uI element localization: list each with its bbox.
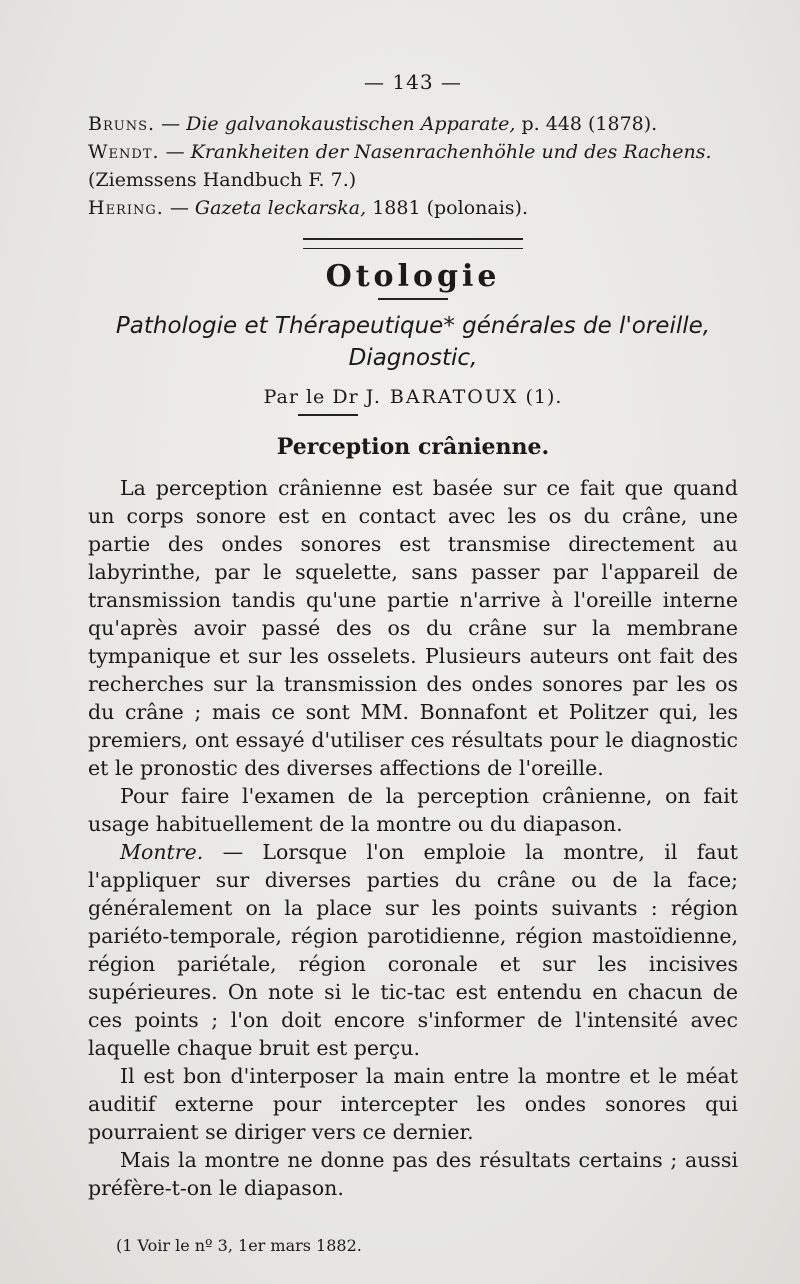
byline-rule [298, 414, 358, 416]
paragraph [88, 1146, 738, 1202]
reference-item [88, 194, 738, 222]
paragraph-text: Il est bon d'interposer la main entre la montre et le méat auditif externe pour intercepter les ondes sonores qui pourraient se diriger vers ce dernier. [88, 1064, 738, 1144]
reference-dash: — [155, 113, 187, 135]
reference-item [88, 110, 738, 138]
reference-detail: (Ziemssens Handbuch F. 7.) [88, 169, 357, 191]
byline [88, 386, 738, 408]
paragraph-text: — Lorsque l'on emploie la montre, il faut l'appliquer sur diverses parties du crâne ou de la face; généralement on la place sur les points suivants : région pariéto-temporale, région parotidienne, région mastoïdienne, région pariétale, région coronale et sur les incisives supérieures. On note si le tic-tac est entendu en chacun de ces points ; l'on doit encore s'informer de l'intensité avec laquelle chaque bruit est perçu. [88, 840, 738, 1060]
article-subtitle: Diagnostic, [348, 345, 478, 371]
subheading: Perception crânienne. [276, 434, 550, 460]
page-content [88, 62, 738, 1255]
reference-detail: p. 448 (1878). [515, 113, 658, 135]
reference-detail: 1881 (polonais). [366, 197, 528, 219]
reference-work: Gazeta leckarska, [194, 197, 367, 219]
ornamental-rule [303, 238, 523, 249]
footnote: (1 Voir le nº 3, 1er mars 1882. [116, 1236, 362, 1255]
reference-author: Bruns. [88, 113, 156, 135]
byline-prefix: Par le Dr [263, 386, 359, 408]
reference-dash: — [159, 141, 191, 163]
footnote-marker: (1). [525, 386, 563, 408]
reference-item [88, 138, 738, 194]
paragraph-text: Pour faire l'examen de la perception crânienne, on fait usage habituellement de la montre ou du diapason. [88, 784, 738, 836]
reference-work: Krankheiten der Nasenrachenhöhle und des Rachens. [190, 141, 712, 163]
paragraph-text: La perception crânienne est basée sur ce fait que quand un corps sonore est en contact avec les os du crâne, une partie des ondes sonores est transmise directement au labyrinthe, par le squelette, sans passer par l'appareil de transmission tandis qu'une partie n'arrive à l'oreille interne qu'après avoir passé des os du crâne sur la membrane tympanique et sur les osselets. Plusieurs auteurs ont fait des recherches sur la transmission des ondes sonores par les os du crâne ; mais ce sont MM. Bonnafont et Politzer qui, les premiers, ont essayé d'utiliser ces résultats pour le diagnostic et le pronostic des diverses affections de l'oreille. [88, 476, 738, 780]
page-number: — 143 — [364, 70, 462, 94]
reference-work: Die galvanokaustischen Apparate, [186, 113, 516, 135]
paragraph [88, 838, 738, 1062]
article-title: Pathologie et Thérapeutique* générales de l'oreille, [115, 313, 711, 339]
paragraph [88, 474, 738, 782]
paragraph-lead: Montre. [120, 840, 204, 864]
reference-author: Wendt. [88, 141, 160, 163]
paragraph [88, 782, 738, 838]
reference-dash: — [163, 197, 195, 219]
references [88, 110, 738, 222]
reference-author: Hering. [88, 197, 164, 219]
paragraph [88, 1062, 738, 1146]
author-name: J. BARATOUX [365, 386, 519, 408]
section-heading: Otologie [325, 259, 501, 294]
paragraph-text: Mais la montre ne donne pas des résultats certains ; aussi préfère-t-on le diapason. [88, 1148, 738, 1200]
heading-rule [378, 298, 448, 300]
